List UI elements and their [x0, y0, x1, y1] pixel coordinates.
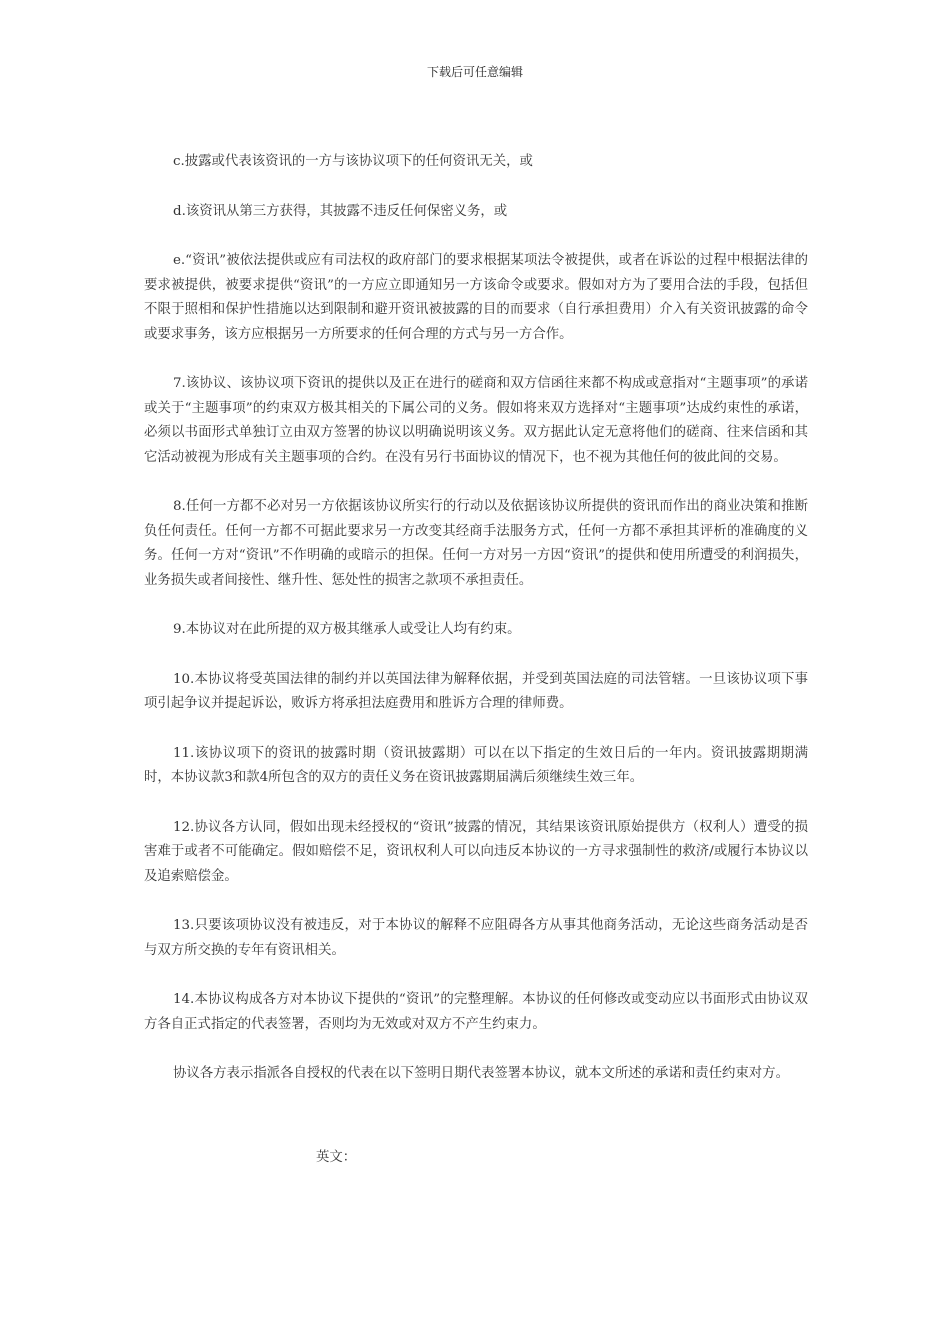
- clause-d: d.该资讯从第三方获得，其披露不违反任何保密义务，或: [173, 203, 508, 219]
- page-header-note: 下载后可任意编辑: [426, 65, 523, 79]
- closing-statement: 协议各方表示指派各自授权的代表在以下签明日期代表签署本协议，就本文所述的承诺和责任约束对方。: [173, 1066, 789, 1081]
- clause-10: 10.本协议将受英国法律的制约并以英国法律为解释依据，并受到英国法庭的司法管辖。一旦该协议项下事项引起争议并提起诉讼，败诉方将承担法庭费用和胜诉方合理的律师费。: [144, 671, 808, 711]
- document-body: [144, 150, 808, 1087]
- clause-14: 14.本协议构成各方对本协议下提供的“资讯”的完整理解。本协议的任何修改或变动应以书面形式由协议双方各自正式指定的代表签署，否则均为无效或对双方不产生约束力。: [144, 992, 808, 1032]
- clause-8: 8.任何一方都不必对另一方依据该协议所实行的行动以及依据该协议所提供的资讯而作出的商业决策和推断负任何责任。任何一方都不可据此要求另一方改变其经商手法服务方式，任何一方都不承担其评析的准确度的义务。任何一方对“资讯”不作明确的或暗示的担保。任何一方对另一方因“资讯”的提供和使用所遭受的利润损失，业务损失或者间接性、继升性、惩处性的损害之款项不承担责任。: [144, 499, 808, 588]
- clause-7: 7.该协议、该协议项下资讯的提供以及正在进行的磋商和双方信函往来都不构成或意指对“主题事项”的承诺或关于“主题事项”的约束双方极其相关的下属公司的义务。假如将来双方选择对“主题事项”达成约束性的承诺，必须以书面形式单独订立由双方签署的协议以明确说明该义务。双方据此认定无意将他们的磋商、往来信函和其它活动被视为形成有关主题事项的合约。在没有另行书面协议的情况下，也不视为其他任何的彼此间的交易。: [144, 376, 808, 465]
- clause-e: e.“资讯”被依法提供或应有司法权的政府部门的要求根据某项法令被提供，或者在诉讼的过程中根据法律的要求被提供，被要求提供“资讯”的一方应立即通知另一方该命令或要求。假如对方为了要用合法的手段，包括但不限于照相和保护性措施以达到限制和避开资讯被披露的目的而要求（自行承担费用）介入有关资讯披露的命令或要求事务，该方应根据另一方所要求的任何合理的方式与另一方合作。: [144, 253, 808, 342]
- clause-12: 12.协议各方认同，假如出现未经授权的“资讯”披露的情况，其结果该资讯原始提供方（权利人）遭受的损害难于或者不可能确定。假如赔偿不足，资讯权利人可以向违反本协议的一方寻求强制性的救济/或履行本协议以及追索赔偿金。: [144, 819, 808, 884]
- clause-9: 9.本协议对在此所提的双方极其继承人或受让人均有约束。: [173, 622, 521, 637]
- english-section-label: 英文：: [316, 1150, 357, 1165]
- clause-13: 13.只要该项协议没有被违反，对于本协议的解释不应阻碍各方从事其他商务活动，无论这些商务活动是否与双方所交换的专年有资讯相关。: [144, 918, 808, 958]
- clause-11: 11.该协议项下的资讯的披露时期（资讯披露期）可以在以下指定的生效日后的一年内。资讯披露期期满时，本协议款3和款4所包含的双方的责任义务在资讯披露期届满后须继续生效三年。: [144, 745, 808, 785]
- clause-c: c.披露或代表该资讯的一方与该协议项下的任何资讯无关，或: [173, 154, 533, 169]
